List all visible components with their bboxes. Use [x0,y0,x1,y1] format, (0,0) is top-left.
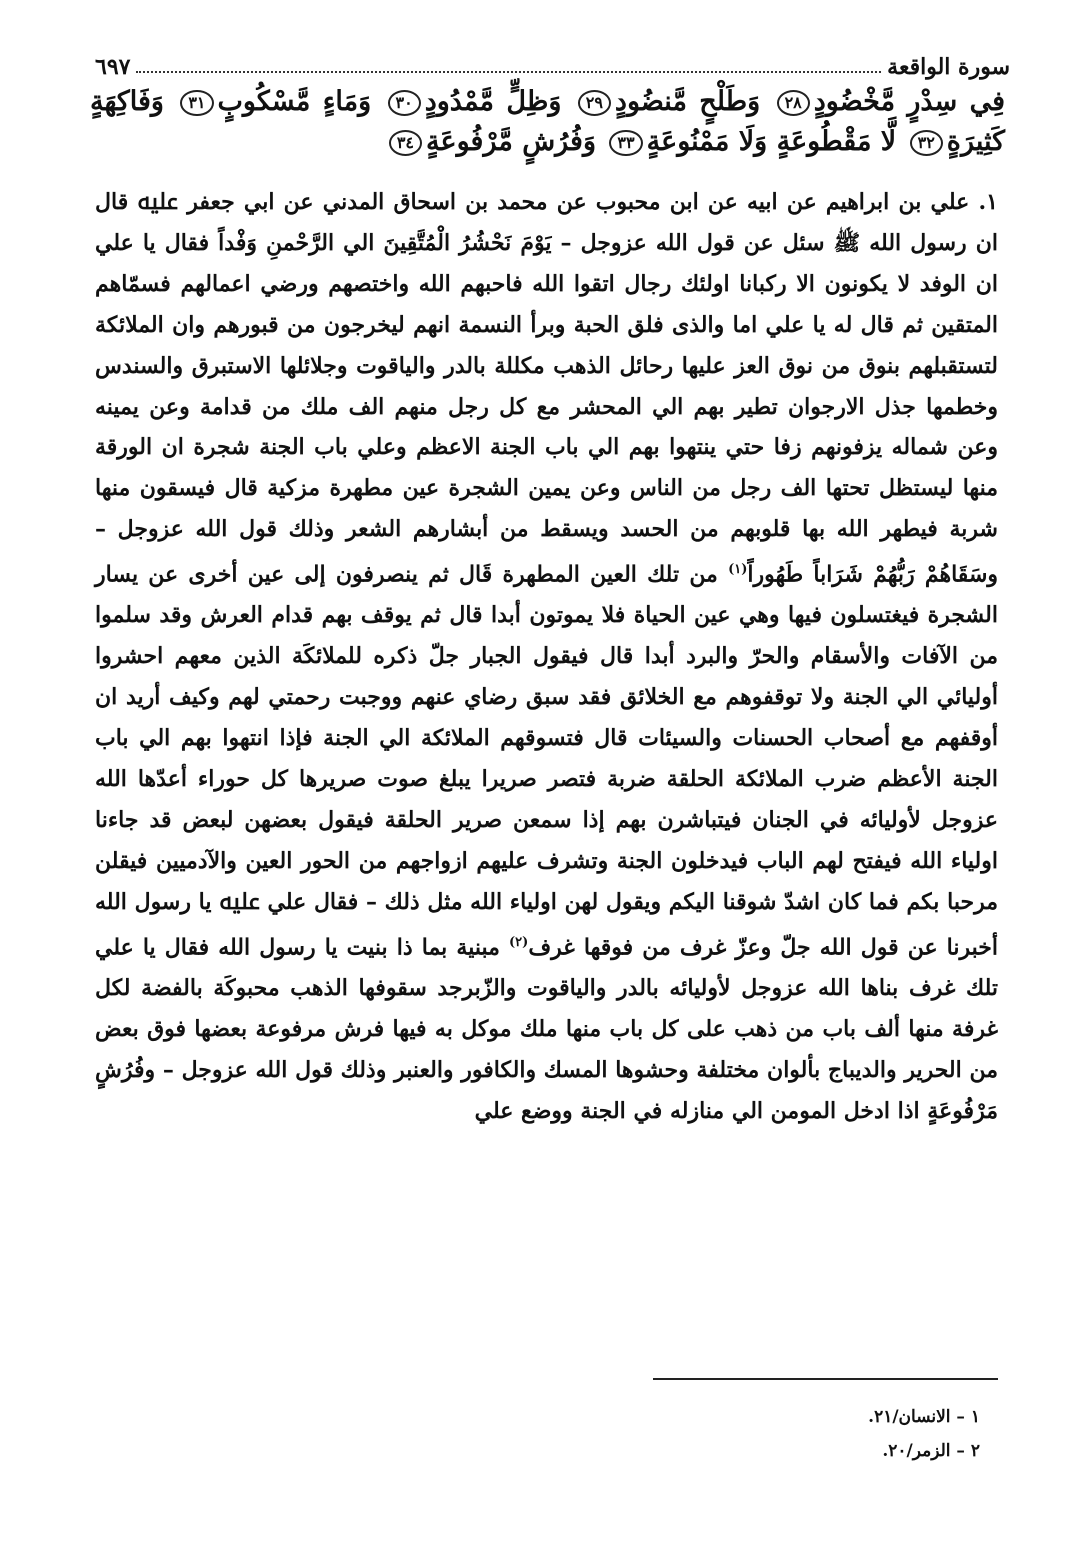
verse-text: وَمَاءٍ مَّسْكُوبٍ [217,86,372,117]
footnote-divider [653,1378,998,1380]
footnotes [868,1400,980,1468]
page-number: ٦٩٧ [95,54,131,80]
verse-number-marker: ٣١ [180,90,213,116]
verse-number-marker: ٢٨ [777,90,810,116]
verse-text: وَظِلٍّ مَّمْدُودٍ [424,86,562,117]
verse-text: لَّا مَقْطُوعَةٍ وَلَا مَمْنُوعَةٍ [646,126,897,157]
verse-number-marker: ٣٣ [609,130,642,156]
verse-number-marker: ٣٢ [910,130,943,156]
verse-text: فِي سِدْرٍ مَّخْضُودٍ [813,86,1006,117]
running-header [95,40,1010,80]
verse-text: وَفَاكِهَةٍ كَثِيرَةٍ [90,86,1005,157]
verse-number-marker: ٣٠ [388,90,421,116]
commentary-segment: ١. علي بن ابراهيم عن ابيه عن ابن محبوب عن محمد بن اسحاق المدني عن ابي جعفر ﷷ قال ان رسول الله ﷺ سئل عن قول الله عزوجل – يَوْمَ نَحْشُرُ الْمُتَّقِينَ الي الرَّحْمنِ وَفْداً فقال يا علي ان الوفد لا يكونون الا ركبانا اولئك رجال اتقوا الله فاحبهم الله واختصهم ورضي اعمالهم فسمّاهم المتقين ثم قال له يا علي اما والذى فلق الحبة وبرأ النسمة انهم ليخرجون من قبورهم وان الملائكة لتستقبلهم بنوق من نوق العز عليها رحائل الذهب مكللة بالدر والياقوت وجلائلها الاستبرق والسندس وخطمها جذل الارجوان تطير بهم الي المحشر مع كل رجل منهم الف ملك من قدامة وعن يمينه وعن شماله يزفونهم زفا حتي ينتهوا بهم الي باب الجنة الاعظم وعلي باب الجنة شجرة ان الورقة منها ليستظل تحتها الف رجل من الناس وعن يمين الشجرة عين مطهرة مزكية قال فيسقون منها شربة فيطهر الله بها قلوبهم من الحسد ويسقط من أبشارهم الشعر وذلك قول الله عزوجل – وسَقَاهُمْ رَبُّهُمْ شَرَاباً طَهُوراً [95,189,998,588]
header-dot-leader [136,71,881,73]
commentary-paragraph [95,182,998,1132]
verse-text: وَفُرُشٍ مَّرْفُوعَةٍ [426,126,597,157]
verse-text: وَطَلْحٍ مَّنضُودٍ [614,86,761,117]
verse-number-marker: ٢٩ [578,90,611,116]
commentary-segment: مبنية بما ذا بنيت يا رسول الله فقال يا علي تلك غرف بناها الله عزوجل لأوليائه بالدر والياقوت والزّبرجد سقوفها الذهب محبوكَة بالفضة لكل غرفة منها ألف باب من ذهب على كل باب منها ملك موكل به فيها فرش مرفوعة بعضها فوق بعض من الحرير والديباج بألوان مختلفة وحشوها المسك والكافور والعنبر وذلك قول الله عزوجل – وفُرُشٍ مَرْفُوعَةٍ اذا ادخل المومن الي منازله في الجنة ووضع علي [95,933,998,1124]
commentary-segment: من تلك العين المطهرة قَال ثم ينصرفون إلى عين أخرى عن يسار الشجرة فيغتسلون فيها وهي عين الحياة فلا يموتون أبدا قال ثم يوقف بهم قدام العرش وقد سلموا من الآفات والأسقام والحرّ والبرد أبدا قال فيقول الجبار جلّ ذكره للملائكَة الذين معهم احشروا أوليائي الي الجنة ولا توقفوهم مع الخلائق فقد سبق رضاي عنهم ووجبت رحمتي لهم وكيف أريد ان أوقفهم مع أصحاب الحسنات والسيئات قال فتسوقهم الملائكة الي الجنة فإذا انتهوا بهم الي باب الجنة الأعظم ضرب الملائكة الحلقة ضربة فتصر صريرا يبلغ صوت صريرها كل حوراء أعدّها الله عزوجل لأوليائه في الجنان فيتباشرن بهم إذا سمعن صرير الحلقة فيقول بعضهن لبعض قد جاءنا اولياء الله فيفتح لهم الباب فيدخلون الجنة وتشرف عليهم ازواجهم من الحور العين والآدميين فيقلن مرحبا بكم فما كان اشدّ شوقنا اليكم ويقول لهن اولياء الله مثل ذلك – فقال علي ﷷ يا رسول الله أخبرنا عن قول الله جلّ وعزّ غرف من فوقها غرف [95,561,999,960]
quran-verses-block [90,82,1005,162]
footnote-reference: (١) [728,562,748,578]
hadith-commentary [95,182,998,1132]
surah-title: سورة الواقعة [887,54,1010,80]
footnote-reference: (٢) [509,934,529,950]
footnote-item: ١ – الانسان/٢١. [868,1407,980,1427]
verse-number-marker: ٣٤ [389,130,422,156]
footnote-item: ٢ – الزمر/٢٠. [882,1441,980,1461]
